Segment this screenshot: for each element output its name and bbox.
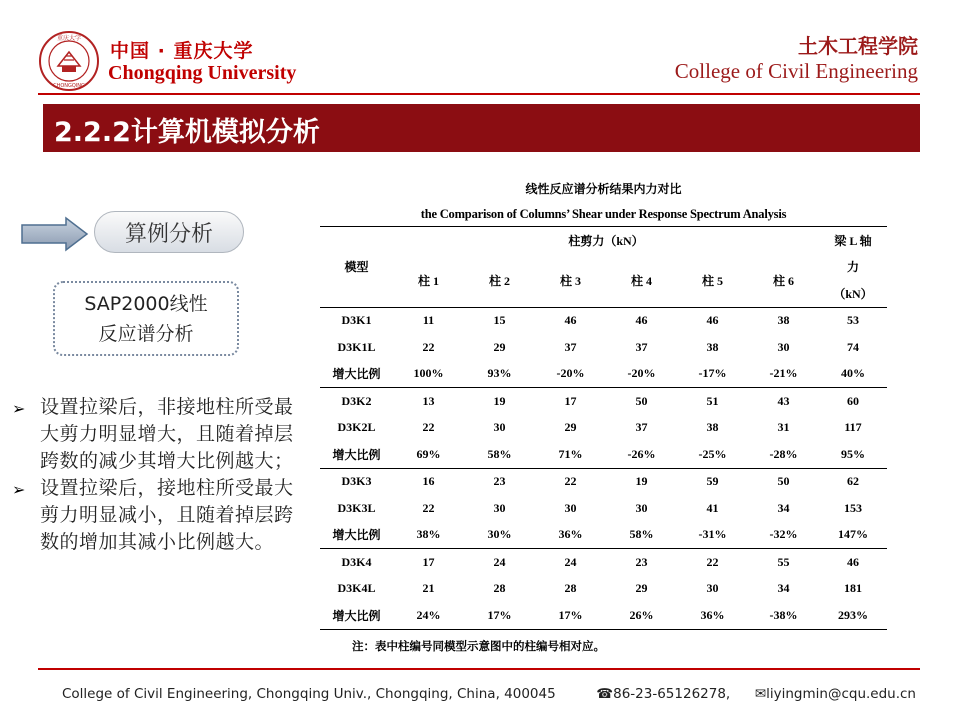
arrow-bullet-icon: ➢	[12, 480, 26, 499]
value-cell: 23	[606, 549, 677, 576]
slide-title: 2.2.2计算机模拟分析	[54, 117, 320, 148]
value-cell: 29	[493, 339, 506, 354]
method-line-2: 反应谱分析	[98, 322, 194, 345]
value-cell: 46	[819, 549, 887, 576]
value-cell: 53	[819, 307, 887, 334]
value-cell: 13	[393, 388, 464, 415]
value-cell: 17%	[464, 602, 535, 629]
table-row	[320, 495, 887, 522]
value-cell: 36%	[677, 602, 748, 629]
value-cell: 22	[677, 549, 748, 576]
value-cell: 36%	[558, 527, 583, 542]
table-row	[320, 307, 887, 334]
value-cell: -25%	[698, 446, 727, 461]
value-cell: 55	[748, 549, 819, 576]
value-cell: 26%	[606, 602, 677, 629]
column-header: 柱 4	[630, 273, 652, 288]
value-cell: 30	[493, 500, 506, 515]
chongqing-university-seal-icon	[38, 30, 100, 92]
svg-text:CHONGQING: CHONGQING	[53, 83, 85, 89]
column-header: 柱 5	[701, 273, 723, 288]
value-cell: 30	[706, 581, 719, 596]
value-cell: 40%	[841, 366, 865, 381]
table-row	[320, 602, 887, 629]
shear-comparison-table	[320, 226, 887, 630]
value-cell: 24%	[393, 602, 464, 629]
value-cell: 30	[564, 500, 577, 515]
table-title-en: the Comparison of Columns’ Shear under Response Spectrum Analysis	[420, 207, 787, 221]
row-label-cell: D3K3	[320, 468, 393, 495]
value-cell: 147%	[838, 527, 868, 542]
header-divider	[38, 93, 920, 95]
value-cell: 95%	[841, 446, 865, 461]
footer-email: liyingmin@cqu.edu.cn	[766, 686, 916, 702]
model-header: 模型	[320, 227, 393, 308]
row-label-cell: D3K1L	[337, 339, 376, 354]
table-row	[320, 441, 887, 468]
table-row	[320, 415, 887, 442]
conclusion-item	[12, 394, 308, 475]
value-cell: 181	[844, 581, 862, 596]
value-cell: 28	[564, 581, 577, 596]
column-header: 柱 6	[772, 273, 794, 288]
table-row	[320, 388, 887, 415]
row-label-cell: 增大比例	[332, 367, 381, 382]
value-cell: 46	[677, 307, 748, 334]
column-header: 柱 3	[559, 273, 581, 288]
value-cell: 29	[635, 581, 648, 596]
value-cell: -38%	[748, 602, 819, 629]
value-cell: 23	[464, 468, 535, 495]
row-label-cell: D3K4	[320, 549, 393, 576]
mail-icon: ✉	[754, 686, 767, 702]
value-cell: 46	[535, 307, 606, 334]
column-header: 柱 1	[417, 273, 439, 288]
value-cell: 50	[748, 468, 819, 495]
row-label-cell: D3K2	[320, 388, 393, 415]
value-cell: 24	[464, 549, 535, 576]
table-row	[320, 334, 887, 361]
value-cell: 38%	[416, 527, 441, 542]
value-cell: 22	[422, 500, 435, 515]
value-cell: 51	[677, 388, 748, 415]
value-cell: 117	[844, 420, 862, 435]
value-cell: 21	[422, 581, 435, 596]
value-cell: 38	[748, 307, 819, 334]
value-cell: 28	[493, 581, 506, 596]
value-cell: 41	[706, 500, 719, 515]
value-cell: 100%	[413, 366, 444, 381]
college-name-en: College of Civil Engineering	[674, 59, 918, 83]
row-label-cell: D3K1	[320, 307, 393, 334]
value-cell: 24	[535, 549, 606, 576]
value-cell: 153	[844, 500, 862, 515]
value-cell: 19	[606, 468, 677, 495]
column-header: 柱 2	[488, 273, 510, 288]
value-cell: 15	[464, 307, 535, 334]
value-cell: -17%	[698, 366, 727, 381]
row-label-cell: 增大比例	[332, 447, 381, 462]
university-name-cn: 中国 · 重庆大学	[110, 40, 254, 62]
value-cell: 38	[706, 339, 719, 354]
value-cell: 22	[422, 420, 435, 435]
table-title-cn: 线性反应谱分析结果内力对比	[525, 182, 682, 196]
beam-force-header-2: 力	[846, 260, 859, 275]
table-body	[320, 307, 887, 629]
conclusion-item	[12, 475, 308, 556]
conclusion-text: 设置拉梁后，非接地柱所受最大剪力明显增大，且随着掉层跨数的减少其增大比例越大；	[40, 396, 294, 472]
value-cell: 37	[635, 339, 648, 354]
method-box	[53, 281, 239, 356]
value-cell: -21%	[769, 366, 798, 381]
beam-force-header-3: （kN）	[833, 286, 873, 301]
row-label-cell: D3K4L	[337, 581, 376, 596]
value-cell: 38	[706, 420, 719, 435]
value-cell: -26%	[627, 446, 656, 461]
phone-icon: ☎	[596, 686, 614, 702]
value-cell: 59	[677, 468, 748, 495]
table-note: 注：表中柱编号同模型示意图中的柱编号相对应。	[352, 639, 605, 653]
value-cell: 30	[635, 500, 648, 515]
method-line-1: SAP2000线性	[84, 292, 208, 315]
conclusion-text: 设置拉梁后，接地柱所受最大剪力明显减小，且随着掉层跨数的增加其减小比例越大。	[40, 477, 294, 553]
row-label-cell: D3K2L	[337, 420, 376, 435]
value-cell: 37	[564, 339, 577, 354]
table-row	[320, 468, 887, 495]
value-cell: 50	[606, 388, 677, 415]
value-cell: 17	[393, 549, 464, 576]
svg-text:重庆大学: 重庆大学	[56, 35, 82, 42]
value-cell: -31%	[698, 527, 727, 542]
table-row	[320, 576, 887, 603]
value-cell: 293%	[819, 602, 887, 629]
value-cell: 11	[393, 307, 464, 334]
value-cell: -28%	[769, 446, 798, 461]
value-cell: 19	[464, 388, 535, 415]
conclusion-list	[12, 394, 308, 556]
value-cell: 93%	[487, 366, 512, 381]
row-label-cell: 增大比例	[332, 528, 381, 543]
value-cell: 17%	[535, 602, 606, 629]
university-name-en: Chongqing University	[108, 62, 297, 84]
shear-group-header: 柱剪力（kN）	[393, 227, 819, 254]
college-name-cn: 土木工程学院	[798, 34, 918, 58]
value-cell: 29	[564, 420, 577, 435]
arrow-bullet-icon: ➢	[12, 399, 26, 418]
value-cell: 69%	[416, 446, 441, 461]
value-cell: -32%	[769, 527, 798, 542]
value-cell: 22	[535, 468, 606, 495]
value-cell: 34	[777, 500, 790, 515]
right-arrow-icon	[20, 216, 90, 252]
value-cell: 71%	[558, 446, 583, 461]
footer-divider	[38, 668, 920, 670]
value-cell: 46	[606, 307, 677, 334]
value-cell: 62	[819, 468, 887, 495]
table-row	[320, 522, 887, 549]
value-cell: 31	[777, 420, 790, 435]
value-cell: 58%	[487, 446, 512, 461]
value-cell: 17	[535, 388, 606, 415]
value-cell: 37	[635, 420, 648, 435]
footer-phone: 86-23-65126278,	[613, 686, 731, 702]
example-analysis-label: 算例分析	[94, 211, 244, 253]
table-row	[320, 361, 887, 388]
value-cell: 16	[393, 468, 464, 495]
row-label-cell: 增大比例	[320, 602, 393, 629]
value-cell: 30	[777, 339, 790, 354]
value-cell: 60	[819, 388, 887, 415]
value-cell: 74	[847, 339, 859, 354]
value-cell: -20%	[556, 366, 585, 381]
value-cell: 30	[493, 420, 506, 435]
footer	[62, 686, 916, 702]
value-cell: 58%	[629, 527, 654, 542]
row-label-cell: D3K3L	[337, 500, 376, 515]
value-cell: 22	[422, 339, 435, 354]
value-cell: -20%	[627, 366, 656, 381]
value-cell: 30%	[487, 527, 512, 542]
value-cell: 34	[777, 581, 790, 596]
value-cell: 43	[748, 388, 819, 415]
table-row	[320, 549, 887, 576]
footer-address: College of Civil Engineering, Chongqing Univ., Chongqing, China, 400045	[62, 686, 556, 702]
beam-force-header-1: 梁 L 轴	[819, 227, 887, 254]
